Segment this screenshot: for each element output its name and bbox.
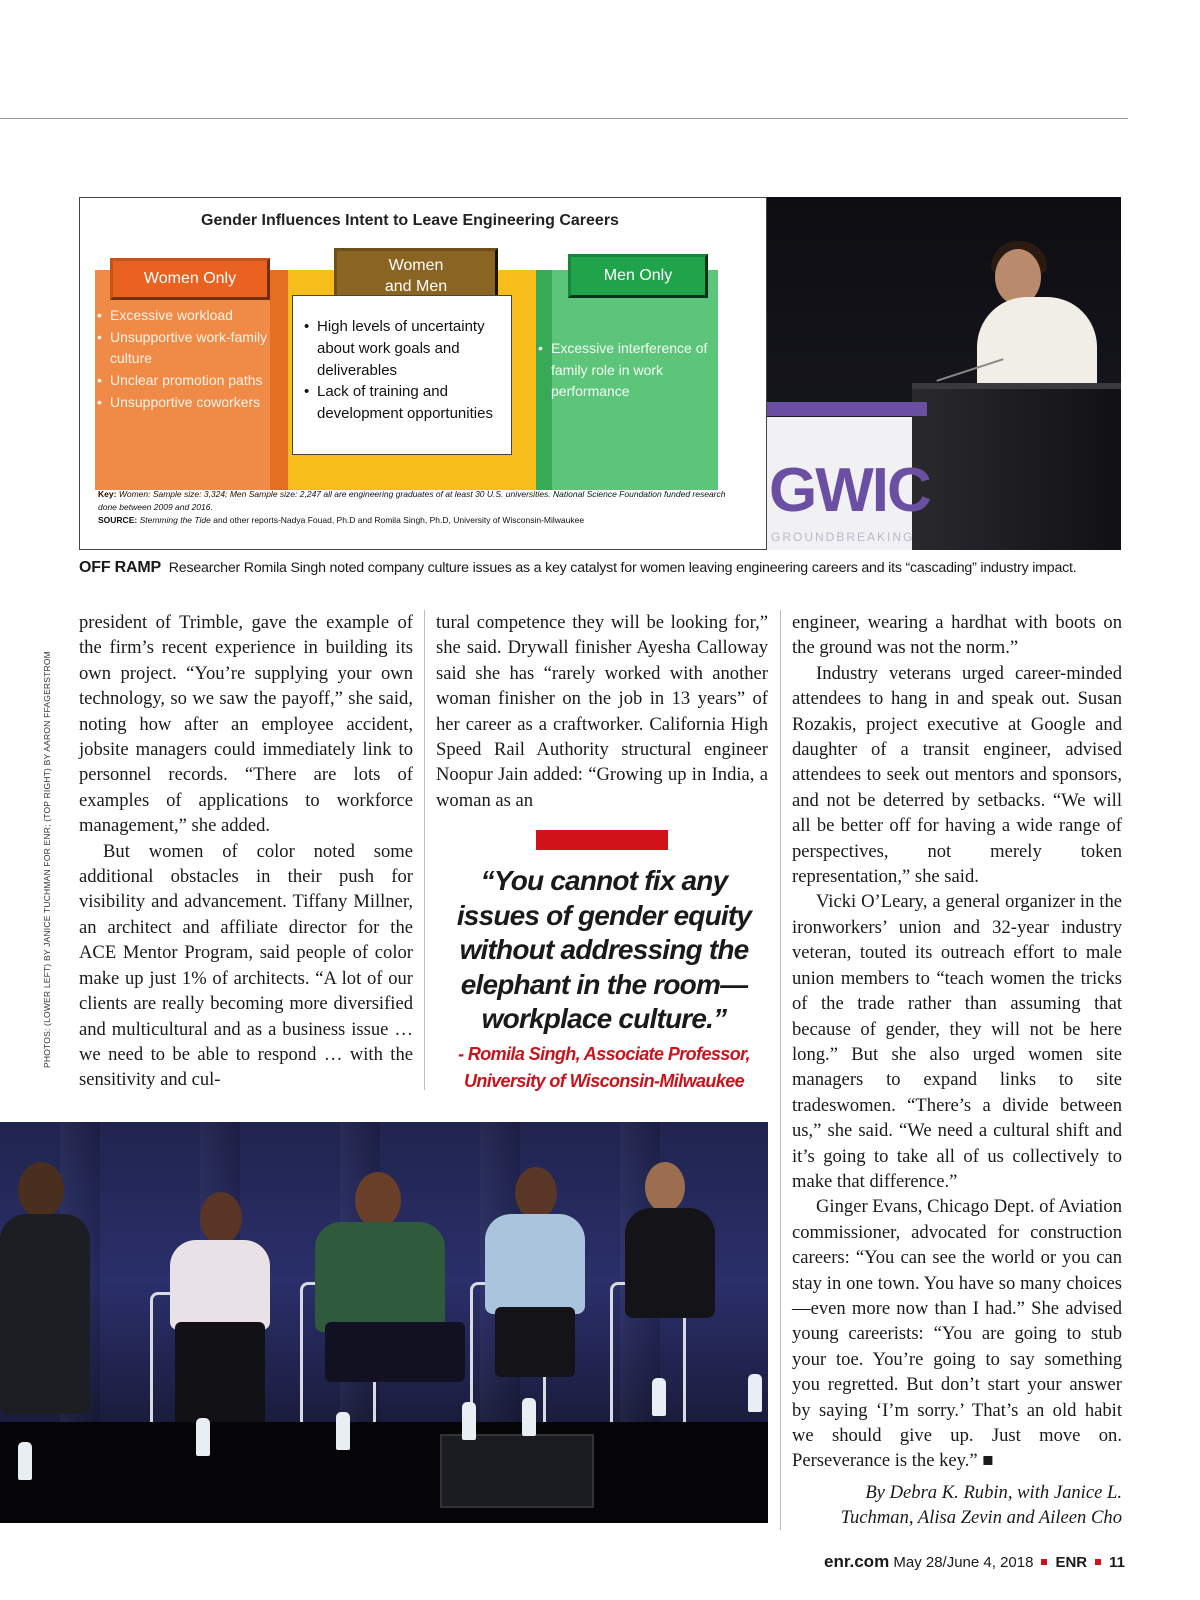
- water-bottle: [522, 1398, 536, 1436]
- photo-credit-text: PHOTOS: (LOWER LEFT) BY JANICE TUCHMAN FOR ENR; (TOP RIGHT) BY AARON FFAGERSTROM: [42, 651, 52, 1068]
- pull-quote-attribution-line2: University of Wisconsin-Milwaukee: [463, 1071, 745, 1091]
- infographic-figure: [79, 197, 767, 550]
- paragraph: Industry veterans urged career-minded attendees to hang in and speak out. Susan Rozakis, project executive at Google and daughter of a transit engineer, advised attendees to seek out mentors and sponsors, and not be deterred by setbacks. “We will all be better off for having a wide range of perspectives, not merely token representation,” she said.: [792, 662, 1122, 888]
- list-item: • Lack of training and development opportunities: [304, 381, 504, 425]
- men-only-list: [538, 338, 718, 403]
- women-and-men-header-line1: Women: [388, 257, 444, 275]
- gwic-banner-text: GWIC: [769, 456, 930, 525]
- water-bottle: [462, 1402, 476, 1440]
- byline-line2: Tuchman, Alisa Zevin and Aileen Cho: [840, 1507, 1122, 1529]
- pull-quote-attribution: [440, 1041, 768, 1095]
- list-item: • High levels of uncertainty about work goals and deliverables: [304, 316, 504, 381]
- list-item: • Unsupportive coworkers: [97, 392, 272, 414]
- paragraph: president of Trimble, gave the example of the firm’s recent experience in building its own project. “You’re supplying your own technology, so we saw the payoff,” she said, noting how after an employee accident, jobsite managers could immediately link to personnel records. “There are lots of examples of applications to workforce management,” she added.: [79, 612, 413, 837]
- paragraph: tural competence they will be looking for,” she said. Drywall finisher Ayesha Calloway said she has “rarely worked with another woman finisher on the job in 13 years” of her career as a craftworker. California High Speed Rail Authority structural engineer Noopur Jain added: “Growing up in India, a woman as an: [436, 612, 768, 811]
- article-column-2: [436, 610, 768, 813]
- water-bottle: [652, 1378, 666, 1416]
- paragraph: engineer, wearing a hardhat with boots on the ground was not the norm.”: [792, 612, 1122, 659]
- separator-square-icon: [1095, 1559, 1101, 1565]
- figure-key: [98, 488, 738, 526]
- pull-quote: “You cannot fix any issues of gender equity without addressing the elephant in the room—workplace culture.”: [456, 865, 752, 1034]
- gwic-banner-subtext: GROUNDBREAKING: [771, 530, 915, 544]
- article-column-1: [79, 610, 413, 1093]
- page-number: 11: [1109, 1554, 1125, 1571]
- speaker-photo: [767, 197, 1121, 550]
- footer-date: May 28/June 4, 2018: [893, 1554, 1034, 1571]
- panelist-head: [18, 1162, 64, 1218]
- panelist-head: [515, 1167, 557, 1219]
- panelist-body: [485, 1214, 585, 1314]
- stage-floor: [0, 1422, 768, 1523]
- men-only-header: Men Only: [568, 254, 708, 298]
- top-rule: [0, 118, 1128, 119]
- stage-monitor: [440, 1434, 594, 1508]
- panelist-body: [625, 1208, 715, 1318]
- byline-line1: By Debra K. Rubin, with Janice L.: [865, 1482, 1122, 1503]
- water-bottle: [196, 1418, 210, 1456]
- list-item: • Excessive interference of family role in work performance: [538, 338, 718, 403]
- paragraph: Vicki O’Leary, a general organizer in the ironworkers’ union and 32-year industry veteran, touted its outreach effort to male union members to “teach women the tricks of the trade rather than assuming that because of gender, they will not be here long.” But she also urged women site managers to expand links to site tradeswomen. “There’s a divide between us,” she said. “We need a cultural shift and it’s going to take all of us collectively to make that difference.”: [792, 891, 1122, 1192]
- panel-photo: [0, 1122, 768, 1523]
- column-divider: [424, 610, 425, 1090]
- caption-text: Researcher Romila Singh noted company culture issues as a key catalyst for women leaving engineering careers and its “cascading” industry impact.: [168, 560, 1077, 576]
- list-item: • Unclear promotion paths: [97, 370, 272, 392]
- panelist-head: [355, 1172, 401, 1228]
- panelist-body: [0, 1214, 90, 1414]
- banner-stripe: [767, 402, 927, 416]
- footer-magazine: ENR: [1055, 1554, 1088, 1571]
- article-column-3: [792, 610, 1122, 1474]
- panelist-head: [200, 1192, 242, 1244]
- panelist-body: [315, 1222, 445, 1332]
- list-item: • Excessive workload: [97, 305, 272, 327]
- source-label: SOURCE:: [98, 514, 138, 525]
- source-text: and other reports-Nadya Fouad, Ph.D and Romila Singh, Ph.D, University of Wisconsin-Milwaukee: [213, 514, 585, 525]
- panelist-legs: [175, 1322, 265, 1432]
- caption-kicker: OFF RAMP: [79, 559, 161, 576]
- pull-quote-bar: [536, 830, 668, 850]
- women-only-column-edge: [270, 270, 288, 490]
- pull-quote-attribution-line1: - Romila Singh, Associate Professor,: [458, 1044, 750, 1064]
- water-bottle: [748, 1374, 762, 1412]
- women-only-header: Women Only: [110, 258, 270, 300]
- photo-caption: [79, 559, 1139, 577]
- page-footer: [600, 1552, 1125, 1572]
- women-only-list: [97, 305, 272, 413]
- list-item: • Unsupportive work-family culture: [97, 327, 272, 370]
- panelist-body: [170, 1240, 270, 1330]
- key-label: Key:: [98, 489, 117, 499]
- source-title: Stemming the Tide: [139, 514, 211, 525]
- figure-title: Gender Influences Intent to Leave Engineering Careers: [201, 212, 619, 229]
- column-divider: [780, 610, 781, 1530]
- water-bottle: [336, 1412, 350, 1450]
- women-and-men-list: [304, 316, 504, 425]
- panelist-skirt: [495, 1307, 575, 1377]
- photo-credit: [42, 651, 54, 1068]
- paragraph: But women of color noted some additional obstacles in their push for visibility and advancement. Tiffany Millner, an architect and affiliate director for the ACE Mentor Program, said people of color make up just 1% of architects. “A lot of our clients are really becoming more diversified and multicultural and as a business issue … we need to be able to respond … with the sensitivity and cul-: [79, 840, 413, 1091]
- panelist-skirt: [325, 1322, 465, 1382]
- podium: [912, 389, 1121, 550]
- women-and-men-header-line2: and Men: [384, 278, 448, 295]
- separator-square-icon: [1041, 1559, 1047, 1565]
- paragraph: Ginger Evans, Chicago Dept. of Aviation commissioner, advocated for construction careers: “You can see the world or you can stay in one town. You have so many choices—even more now than I had.” She advised young careerists: “You are going to stub your toe. You’re going to say something you regretted. But don’t start your answer by saying ‘I’m sorry.’ That’s an old habit we should give up. Just move on. Perseverance is the key.” ■: [792, 1196, 1122, 1472]
- water-bottle: [18, 1442, 32, 1480]
- byline: [792, 1480, 1122, 1531]
- footer-site: enr.com: [823, 1552, 890, 1571]
- speaker-body: [977, 297, 1097, 397]
- panelist-head: [645, 1162, 685, 1212]
- key-text: Women: Sample size: 3,324; Men Sample size: 2,247 all are engineering graduates of at least 30 U.S. universities. National Science Foundation funded research done between 2009 and 2016.: [98, 489, 726, 512]
